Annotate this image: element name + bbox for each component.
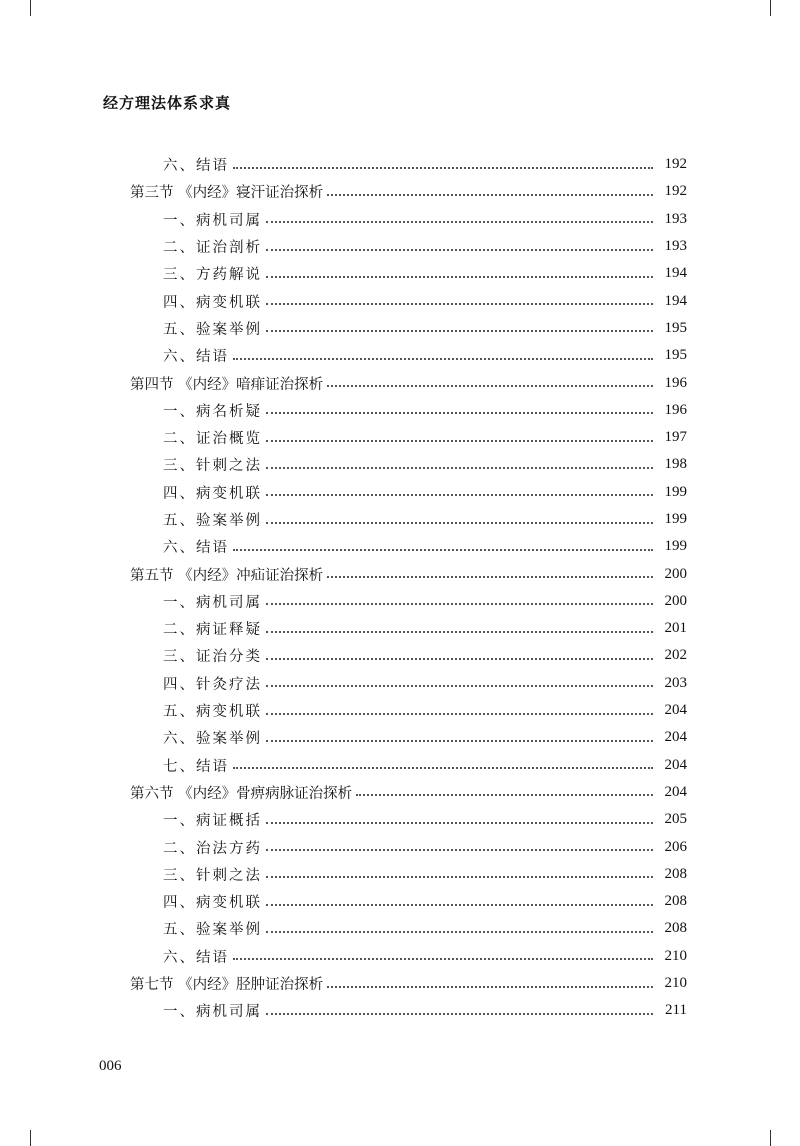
toc-section-row [0,178,800,205]
toc-page-number: 210 [664,947,687,964]
toc-section-row [0,779,800,806]
toc-entry-title: 四、病变机联 [163,485,262,502]
table-of-contents [0,151,800,1025]
dot-leader [266,740,653,742]
toc-entry-title: 三、针刺之法 [163,458,262,475]
toc-page-number: 194 [664,265,687,282]
toc-page-number: 196 [664,374,687,391]
toc-page-number: 194 [664,292,687,309]
toc-entry-title: 二、治法方药 [163,840,262,857]
dot-leader [266,849,653,851]
dot-leader [327,576,653,578]
toc-entry-title: 四、病变机联 [163,895,262,912]
toc-item-row [0,806,800,833]
dot-leader [266,685,653,687]
toc-page-number: 204 [664,756,687,773]
toc-entry-title: 第五节 《内经》冲疝证治探析 [130,567,324,584]
toc-page-number: 197 [664,429,687,446]
toc-entry-title: 一、病证概括 [163,813,262,830]
toc-entry-title: 二、证治概览 [163,431,262,448]
toc-entry-title: 五、验案举例 [163,321,262,338]
dot-leader [266,249,653,251]
toc-entry-title: 五、病变机联 [163,704,262,721]
toc-page-number: 196 [664,401,687,418]
crop-mark [30,1130,31,1146]
toc-entry-title: 五、验案举例 [163,922,262,939]
toc-item-row [0,451,800,478]
dot-leader [327,194,653,196]
toc-item-row [0,342,800,369]
toc-item-row [0,588,800,615]
toc-entry-title: 四、针灸疗法 [163,676,262,693]
dot-leader [266,631,653,633]
toc-page-number: 199 [664,538,687,555]
dot-leader [356,794,653,796]
toc-item-row [0,260,800,287]
dot-leader [233,549,653,551]
toc-entry-title: 四、病变机联 [163,294,262,311]
toc-page-number: 192 [664,156,687,173]
toc-item-row [0,424,800,451]
toc-page-number: 201 [664,620,687,637]
toc-item-row [0,833,800,860]
toc-entry-title: 三、证治分类 [163,649,262,666]
toc-section-row [0,560,800,587]
toc-item-row [0,752,800,779]
toc-section-row [0,369,800,396]
dot-leader [266,467,653,469]
toc-item-row [0,206,800,233]
toc-entry-title: 第六节 《内经》骨痹病脉证治探析 [130,785,353,802]
toc-page-number: 208 [664,865,687,882]
toc-page-number: 204 [664,729,687,746]
toc-entry-title: 一、病机司属 [163,1004,262,1021]
toc-item-row [0,861,800,888]
dot-leader [266,658,653,660]
toc-entry-title: 第七节 《内经》胫肿证治探析 [130,977,324,994]
toc-page-number: 195 [664,347,687,364]
toc-page-number: 205 [664,811,687,828]
toc-item-row [0,642,800,669]
dot-leader [327,385,653,387]
toc-item-row [0,506,800,533]
dot-leader [266,822,653,824]
toc-entry-title: 六、结语 [163,349,229,366]
toc-page-number: 210 [664,975,687,992]
dot-leader [266,494,653,496]
toc-entry-title: 六、验案举例 [163,731,262,748]
toc-item-row [0,479,800,506]
toc-page-number: 203 [664,674,687,691]
toc-entry-title: 一、病名析疑 [163,403,262,420]
toc-entry-title: 六、结语 [163,949,229,966]
toc-entry-title: 三、针刺之法 [163,867,262,884]
toc-page-number: 199 [664,511,687,527]
toc-entry-title: 五、验案举例 [163,513,262,529]
toc-item-row [0,533,800,560]
toc-item-row [0,397,800,424]
toc-page-number: 208 [664,893,687,910]
toc-entry-title: 一、病机司属 [163,594,262,611]
toc-page-number: 206 [664,838,687,855]
dot-leader [233,167,653,169]
toc-page-number: 198 [664,456,687,473]
toc-item-row [0,315,800,342]
toc-entry-title: 二、证治剖析 [163,240,262,257]
dot-leader [266,1013,653,1015]
dot-leader [266,330,653,332]
toc-page-number: 193 [664,210,687,227]
toc-entry-title: 六、结语 [163,158,229,175]
toc-item-row [0,888,800,915]
toc-entry-title: 第四节 《内经》喑痱证治探析 [130,376,324,393]
dot-leader [266,303,653,305]
toc-item-row [0,943,800,970]
running-head: 经方理法体系求真 [103,94,232,112]
toc-item-row [0,724,800,751]
toc-entry-title: 一、病机司属 [163,212,262,229]
toc-page-number: 204 [664,702,687,719]
toc-page-number: 202 [664,647,687,664]
toc-entry-title: 二、病证释疑 [163,622,262,639]
toc-page-number: 193 [664,238,687,255]
dot-leader [266,221,653,223]
dot-leader [327,986,653,988]
toc-item-row [0,697,800,724]
toc-page-number: 211 [665,1002,687,1019]
toc-page-number: 200 [664,592,687,609]
toc-page-number: 208 [664,920,687,937]
dot-leader [266,876,653,878]
toc-page-number: 204 [664,783,687,800]
dot-leader [266,440,653,442]
toc-item-row [0,233,800,260]
dot-leader [266,931,653,933]
crop-mark [30,0,31,16]
toc-item-row [0,997,800,1024]
toc-section-row [0,970,800,997]
toc-page-number: 195 [664,319,687,336]
toc-item-row [0,915,800,942]
dot-leader [266,522,653,524]
toc-item-row [0,287,800,314]
dot-leader [266,713,653,715]
dot-leader [266,603,653,605]
dot-leader [266,412,653,414]
toc-item-row [0,151,800,178]
page-number: 006 [99,1058,122,1074]
toc-page-number: 200 [664,565,687,582]
dot-leader [233,358,653,360]
toc-item-row [0,615,800,642]
crop-mark [770,1130,771,1146]
dot-leader [233,767,653,769]
crop-mark [770,0,771,16]
toc-page-number: 192 [664,183,687,200]
dot-leader [233,958,653,960]
toc-page-number: 199 [664,483,687,500]
toc-entry-title: 六、结语 [163,540,229,557]
toc-item-row [0,670,800,697]
toc-entry-title: 第三节 《内经》寝汗证治探析 [130,185,324,202]
toc-entry-title: 七、结语 [163,758,229,775]
dot-leader [266,904,653,906]
dot-leader [266,276,653,278]
toc-entry-title: 三、方药解说 [163,267,262,284]
